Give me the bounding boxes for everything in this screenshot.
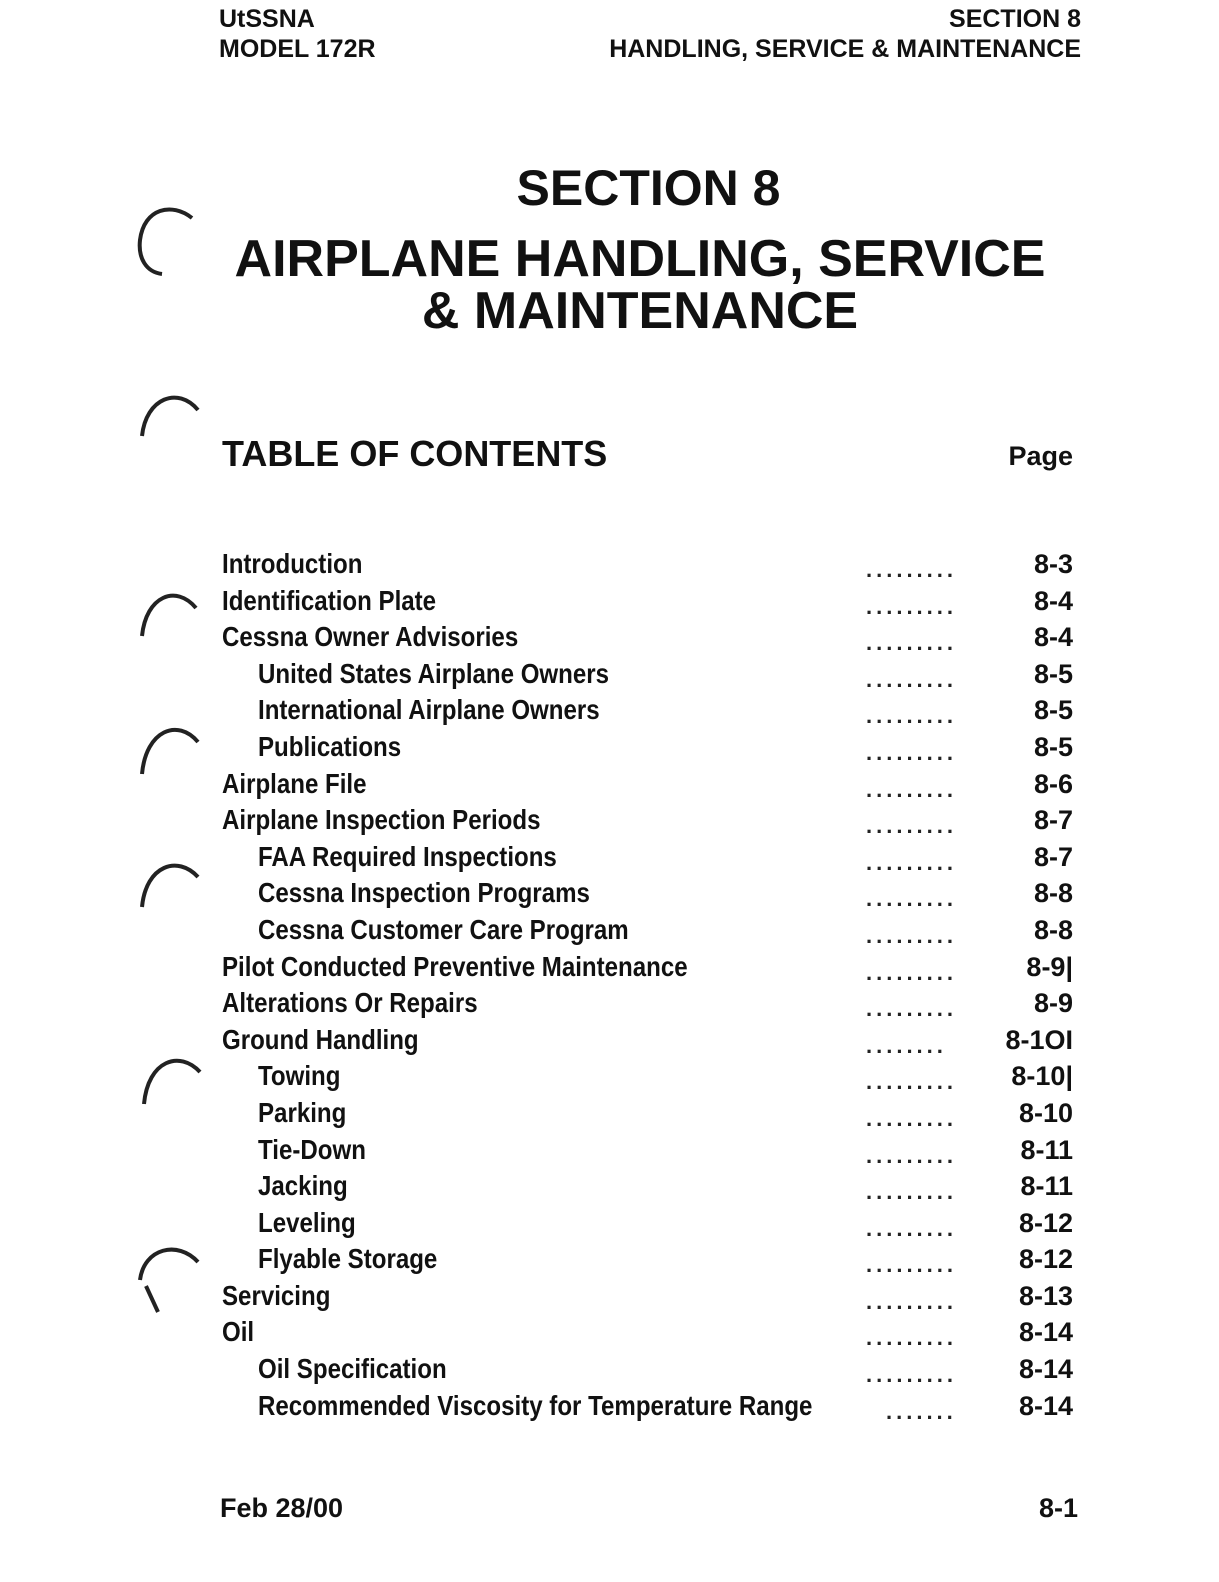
toc-entry-page: 8-6 [1033, 768, 1073, 799]
section-title: SECTION 8 [516, 160, 781, 216]
toc-entry-page: 8-11 [1020, 1134, 1073, 1165]
punch-hole-icon [136, 386, 206, 456]
running-header-left [219, 4, 376, 64]
page-number: 8-1 [1038, 1493, 1078, 1523]
toc-entry-page: 8-4 [1033, 622, 1073, 653]
toc-entry-title: Jacking [258, 1170, 348, 1202]
toc-entry [0, 1351, 1219, 1388]
toc-entry-title: Ground Handling [222, 1023, 419, 1055]
punch-hole-icon [134, 1240, 204, 1310]
punch-hole-icon [136, 584, 206, 654]
toc-entry [0, 1388, 1219, 1425]
toc-dot-leader: ......... [866, 849, 958, 875]
running-header-right [609, 4, 1081, 64]
punch-hole-icon [136, 855, 206, 925]
toc-dot-leader: ......... [866, 1105, 958, 1131]
toc-entry-title: Cessna Customer Care Program [258, 913, 629, 945]
toc-entry-title: Parking [258, 1096, 347, 1128]
toc-entry-page: 8-10 [1018, 1097, 1073, 1128]
toc-entry-title: Towing [258, 1060, 341, 1092]
toc-entry-page: 8-10| [1011, 1061, 1073, 1092]
toc-entry-title: Airplane Inspection Periods [222, 804, 541, 836]
toc-dot-leader: ......... [866, 630, 958, 656]
toc-entry-page: 8-8 [1033, 914, 1073, 945]
toc-entry [0, 985, 1219, 1022]
toc-entry-title: Cessna Owner Advisories [222, 621, 519, 653]
toc-entry-page: 8-5 [1033, 658, 1073, 689]
toc-entry [0, 802, 1219, 839]
toc-entry-title: Identification Plate [222, 584, 437, 616]
toc-dot-leader: ......... [866, 1142, 958, 1168]
toc-entry-page: 8-9| [1026, 951, 1073, 982]
toc-entry-title: Oil [222, 1316, 255, 1348]
toc-dot-leader: ......... [866, 1362, 958, 1388]
toc-entry [0, 546, 1219, 583]
toc-entry-title: Introduction [222, 548, 363, 579]
toc-entry-page: 8-14 [1018, 1390, 1073, 1421]
toc-entry-title: FAA Required Inspections [258, 840, 557, 872]
toc-dot-leader: ......... [866, 813, 958, 839]
toc-entry-page: 8-5 [1033, 731, 1073, 762]
toc-dot-leader: ......... [866, 1325, 958, 1351]
toc-dot-leader: ......... [866, 1215, 958, 1241]
toc-page-column-heading: Page [1008, 441, 1073, 471]
page-title-line2: & MAINTENANCE [421, 282, 859, 340]
toc-entry-title: Pilot Conducted Preventive Maintenance [222, 950, 688, 982]
toc-dot-leader: ......... [866, 1069, 958, 1095]
toc-entry-title: Oil Specification [258, 1353, 447, 1385]
toc-entry [0, 656, 1219, 693]
toc-entry-page: 8-1OI [1005, 1024, 1073, 1055]
toc-heading: TABLE OF CONTENTS [222, 433, 608, 474]
toc-dot-leader: ......... [866, 739, 958, 765]
toc-entry-title: Recommended Viscosity for Temperature Range [258, 1389, 813, 1421]
punch-hole-icon [132, 200, 202, 270]
toc-entry-title: International Airplane Owners [258, 694, 600, 726]
model-label: MODEL 172R [219, 35, 376, 63]
toc-dot-leader: ......... [866, 886, 958, 912]
toc-dot-leader: ......... [866, 557, 958, 582]
toc-entry-page: 8-5 [1033, 695, 1073, 726]
punch-hole-icon [136, 718, 206, 788]
toc-entry [0, 1132, 1219, 1169]
toc-dot-leader: ......... [866, 703, 958, 729]
toc-dot-leader: ......... [866, 959, 958, 985]
toc-dot-leader: ........ [866, 1032, 947, 1058]
toc-entry-page: 8-13 [1018, 1280, 1073, 1311]
toc-dot-leader: ......... [866, 593, 958, 619]
manufacturer-label: UtSSNA [219, 5, 315, 33]
toc-dot-leader: ......... [866, 922, 958, 948]
toc-entry-page: 8-12 [1018, 1244, 1073, 1275]
toc-dot-leader: ......... [866, 666, 958, 692]
toc-entry-page: 8-7 [1033, 805, 1073, 836]
toc-dot-leader: ......... [866, 1179, 958, 1205]
toc-dot-leader: ......... [866, 996, 958, 1022]
toc-entry-title: United States Airplane Owners [258, 657, 610, 689]
toc-entry [0, 949, 1219, 986]
toc-entry-page: 8-8 [1033, 878, 1073, 909]
toc-entry-page: 8-12 [1018, 1207, 1073, 1238]
revision-date: Feb 28/00 [220, 1493, 344, 1523]
toc-entry [0, 1205, 1219, 1242]
toc-entry-title: Servicing [222, 1279, 331, 1311]
section-subject-label: HANDLING, SERVICE & MAINTENANCE [609, 35, 1081, 63]
toc-entry-page: 8-11 [1020, 1171, 1073, 1202]
section-label: SECTION 8 [949, 5, 1081, 33]
toc-entry-page: 8-14 [1018, 1317, 1073, 1348]
toc-entry-title: Cessna Inspection Programs [258, 877, 590, 909]
toc-entry-title: Alterations Or Repairs [222, 987, 478, 1019]
toc-dot-leader: ......... [866, 1252, 958, 1278]
toc-entry-title: Tie-Down [258, 1133, 366, 1165]
toc-entry-page: 8-4 [1033, 585, 1073, 616]
punch-hole-icon [138, 1050, 208, 1120]
toc-entry-page: 8-7 [1033, 841, 1073, 872]
toc-entry-title: Airplane File [222, 767, 367, 799]
toc-entry [0, 1168, 1219, 1205]
page-title-line1: AIRPLANE HANDLING, SERVICE [234, 230, 1046, 288]
toc-dot-leader: ......... [866, 1288, 958, 1314]
toc-entry-page: 8-3 [1033, 549, 1073, 579]
toc-entry-page: 8-14 [1018, 1354, 1073, 1385]
toc-entry-title: Leveling [258, 1206, 356, 1238]
toc-dot-leader: ....... [886, 1398, 957, 1424]
toc-entry-title: Publications [258, 730, 402, 762]
toc-dot-leader: ......... [866, 776, 958, 802]
toc-entry-title: Flyable Storage [258, 1243, 438, 1275]
toc-entry-page: 8-9 [1033, 988, 1073, 1019]
